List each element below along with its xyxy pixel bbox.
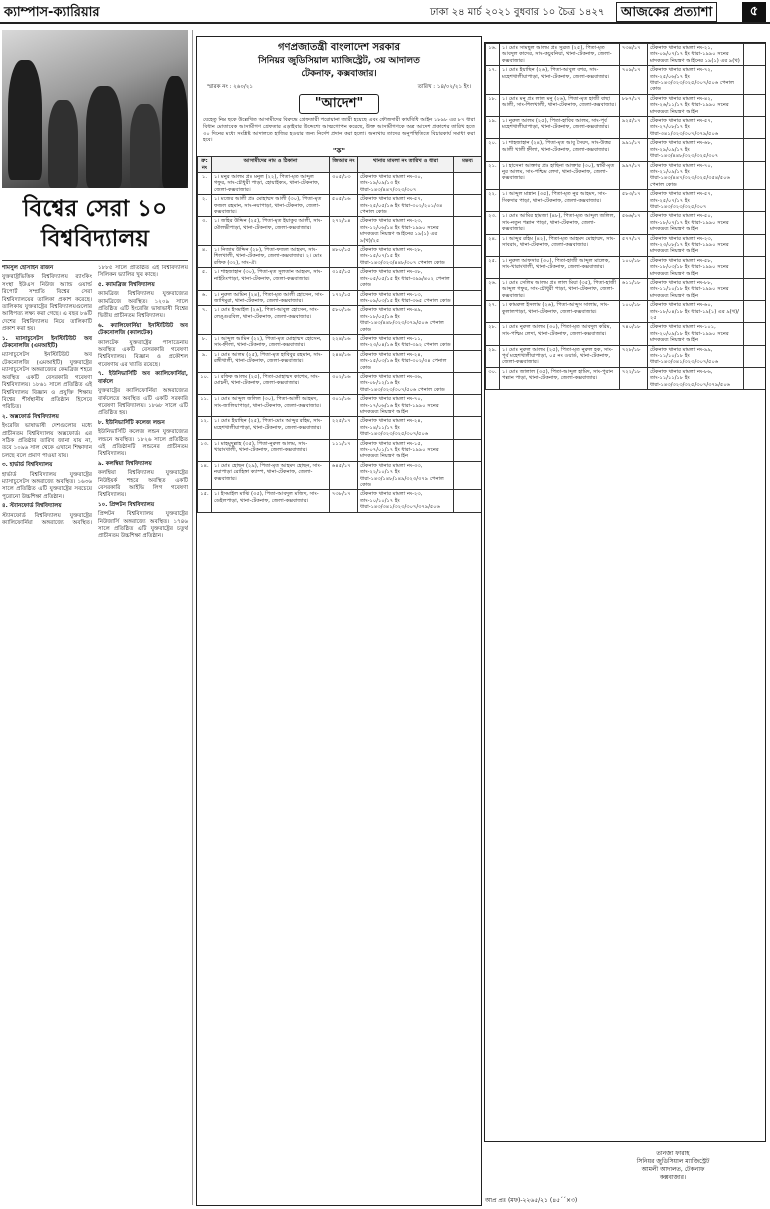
cell-name: ১। আব্দুল মান্নান (৩৫), পিতা-মৃত নুর আহমদ, সাং-সিকদার পাড়া, থানা-টেকনাফ, জেলা-কক্সবাজার। [500,190,620,212]
cell-case: টেকনাফ থানার মামলা নং-৫৭, তাং-২৫/০৭/১৭ ইং ধারা-১৪৩/৩২৩/৩২৫/৩০৭ [648,190,744,212]
cell-name: ১। মনুর আলম প্রঃ মনুল (২২), পিতা-মৃত আব্দুল গফুর, সাং-চৌধুরী পাড়া, হোয়াইক্যং, থানা-টেকনাফ, জেলা-কক্সবাজার। [212,173,330,195]
cell-gr: ৩০২/১৬ [330,372,358,394]
cell-name: ১। আব্দুল আমিন (২২), পিতা-মৃত মোহাম্মদ হোসেন, সাং-হ্নীলা, থানা-টেকনাফ, জেলা-কক্সবাজার। [212,334,330,350]
cell-note [454,490,482,512]
cell-gr: ২৭২/১৪ [330,217,358,246]
cell-gr: ৬৪৫/১৭ [330,461,358,490]
page-header [0,0,770,24]
cell-case: টেকনাফ থানার মামলা নং-৪২, তাং-২৬/১১/১৭ ইং ধারা-১৯৯০ সনের মাদকদ্রব্য নিয়ন্ত্রণ আইন [648,94,744,116]
cell-no: ৯. [198,350,212,372]
col-header-name: আসামীদের নাম ও ঠিকানা [212,157,330,173]
cell-no: ৫. [198,268,212,290]
cell-gr: ৭৩৪/১৭ [620,44,648,66]
cell-case: টেকনাফ থানার মামলা নং-১৫, তাং-০৭/০১/১৭ ইং ধারা-১৯৯০ সনের মাদকদ্রব্য নিয়ন্ত্রণ আইন [358,439,454,461]
cell-note [744,44,766,66]
cell-no: ২৯. [486,345,500,367]
accused-table-right [485,43,766,390]
subheading: ৫. ক্যামব্রিজ বিশ্ববিদ্যালয় [98,281,155,288]
paragraph: স্ট্যানফোর্ড বিশ্ববিদ্যালয় যুক্তরাষ্ট্রের ক্যালিফোর্নিয়া অঙ্গরাজ্যে অবস্থিত। ১৮৮৫ সালে প্রতিষ্ঠিত এই বিশ্ববিদ্যালয় সিলিকন ভ্যালির খুব কাছে। [2,265,188,526]
cell-no: ১১. [198,395,212,417]
cell-gr: ৩০৫/১৩ [330,173,358,195]
cell-no: ৬. [198,290,212,306]
cell-name: ১। মোঃ নুরুল আলম (৩০), পিতা-মৃত আবদুল করিম, সাং-পশ্চিম লেদা, থানা-টেকনাফ, জেলা-কক্সবাজার। [500,323,620,345]
cell-name: ১। কামরুল ইসলাম (২৬), পিতা-আব্দুস সালাম, সাং-কুলালপাড়া, থানা-টেকনাফ, জেলা-কক্সবাজার। [500,301,620,323]
cell-gr: ৯৯৭/১৭ [620,161,648,190]
table-row [486,345,766,367]
cell-name: ১। মোঃ ইয়াছিন (২৬), পিতা-আবুল বশর, সাং-মহেশখালীয়াপাড়া, থানা-টেকনাফ, জেলা-কক্সবাজার। [500,66,620,95]
cell-no: ১৪. [198,461,212,490]
cell-case: টেকনাফ থানার মামলা নং-৭০, তাং-১৭/০৬/১৬ ইং ধারা-১৯৯০ সনের মাদকদ্রব্য নিয়ন্ত্রণ আইন [358,395,454,417]
cell-no: ১২. [198,417,212,439]
table-row [198,268,482,290]
table-row [198,490,482,512]
cell-note [454,417,482,439]
paragraph: যুক্তরাষ্ট্রের ক্যালিফোর্নিয়া অঙ্গরাজ্যের বার্কলেতে অবস্থিত এটি একটি সরকারি গবেষণা বিশ্ববিদ্যালয়। ১৮৬৮ সালে এটি প্রতিষ্ঠিত হয়। [98,388,188,417]
cell-name: ১। মোঃ সামছুল আলম প্রঃ সুব্রত (২৫), পিতা-মৃত আবদুল কাদের, সাং-কচুবনিয়া, থানা-টেকনাফ, জেলা-কক্সবাজার। [500,44,620,66]
feature-column [2,30,188,1205]
cell-name: ১। জহির উদ্দিন (২৫), পিতা-মৃত ইয়াকুব আলী, সাং-মৌলভীপাড়া, থানা-টেকনাফ, জেলা-কক্সবাজার। [212,217,330,246]
cell-name: ১। মোঃ আব্দুল জলিল (৩০), পিতা-আলী আহমদ, সাং-জালিয়াপাড়া, থানা-টেকনাফ, জেলা-কক্সবাজার। [212,395,330,417]
cell-case: টেকনাফ থানার মামলা নং-২৩, তাং-১০/১০/১৭ ইং ধারা-১৪৩/৩৪১/৩২৩/৩০৭/৩৭৯/৫০৬ [358,490,454,512]
cell-no: ২১. [486,161,500,190]
cell-name: ১। শাহজাহান (২৪), পিতা-মৃত আবু সৈয়দ, সাং-উত্তর আলী খালী হ্নীলা, থানা-টেকনাফ, জেলা-কক্সবাজার। [500,139,620,161]
cell-name: ১। নুরুল আফসার (৩০), পিতা-হাজী আব্দুল মালেক, সাং-খারাংখালী, থানা-টেকনাফ, জেলা-কক্সবাজার। [500,256,620,278]
cell-no: ১৫. [198,490,212,512]
cell-gr: ৭২৮/১৮ [620,345,648,367]
memo-row [197,81,481,92]
subheading: ৩. হার্ভার্ড বিশ্ববিদ্যালয় [2,462,53,469]
cell-note [454,395,482,417]
cell-gr: ৭২২/১৮ [620,367,648,389]
students-photo [2,30,188,188]
byline: শামসুল হোসাইন রাজন [2,265,54,271]
cell-note [454,290,482,306]
cell-note [744,234,766,256]
subheading: ১. ম্যাসাচুসেটস ইনস্টিটিউট অব টেকনোলজি (এমআইটি) [2,335,92,350]
cell-note [744,117,766,139]
table-row [486,279,766,301]
cell-no: ২৭. [486,301,500,323]
cell-note [454,439,482,461]
cell-no: ২. [198,195,212,217]
cell-note [744,94,766,116]
cell-gr: ২২৫/১৭ [330,417,358,439]
col-header-gr: জিআর নং [330,157,358,173]
cell-name: ১। মোঃ হোছন (২৯), পিতা-মৃত আহমদ হোছন, সাং-নয়াপাড়া রোহিঙ্গা ক্যাম্প, থানা-টেকনাফ, জেলা-কক্সবাজার। [212,461,330,490]
cell-case: টেকনাফ থানার মামলা নং-১১, তাং-২৩/০৪/১৬ ইং ধারা-৩৯২ পেনাল কোড [358,334,454,350]
cell-no: ২২. [486,190,500,212]
cell-case: টেকনাফ থানার মামলা নং-৭০, তাং-২১/০৯/১৭ ইং ধারা-১৪৩/৪৪৭/৩২৩/৩২৫/৩৫৪/৫০৬ পেনাল কোড [648,161,744,190]
cell-note [744,301,766,323]
table-row [198,246,482,268]
cell-no: ১৬. [486,44,500,66]
cell-note [744,190,766,212]
cell-gr: ৩১৫/১৫ [330,268,358,290]
notice-heading [197,37,481,81]
cell-note [744,323,766,345]
table-row [486,301,766,323]
cell-no: ৪. [198,246,212,268]
cell-gr: ৪৮০/১৫ [330,246,358,268]
signatory-name: তানজা ফারাহ [656,1150,690,1157]
table-row [486,94,766,116]
cell-gr: ৭৩৮/১৭ [330,490,358,512]
subheading: ৮. ইউনিভার্সিটি কলেজ লন্ডন [98,419,165,426]
subheading: ৪. স্ট্যানফোর্ড বিশ্ববিদ্যালয় [2,503,62,510]
cell-gr: ১০০/১৮ [620,256,648,278]
government-title: গণপ্রজাতন্ত্রী বাংলাদেশ সরকার [278,42,400,53]
table-row [198,372,482,394]
cell-name: ১। মোঃ জালাল (৩৫), পিতা-আব্দুল হামিদ, সাং-পুরান পল্লান পাড়া, থানা-টেকনাফ, জেলা-কক্সবাজার। [500,367,620,389]
table-row [486,234,766,256]
cell-case: টেকনাফ থানার মামলা নং-৫৭, তাং-২৭/০৮/১৭ ইং ধারা-৩৪১/৩২৩/৩০৭/৩৭৯/৫০৬ [648,117,744,139]
cell-gr: ৩০১/১৬ [330,395,358,417]
cell-no: ২৮. [486,323,500,345]
cell-name: ১। মোঃ ইসমাইল (২৬), পিতা-আবুল হোসেন, সাং-লেঙ্গুরবিল, থানা-টেকনাফ, জেলা-কক্সবাজার। [212,306,330,335]
cell-gr: ৭৪০/১৮ [620,323,648,345]
cell-no: ২৩. [486,212,500,234]
accused-table-continued [484,42,766,1142]
cell-case: টেকনাফ থানার মামলা নং-২৩, তাং-১২/০৬/১৪ ইং ধারা-১৯৯০ সনের মাদকদ্রব্য নিয়ন্ত্রণ আইনের ১৯(১) এর ৯(খ)/২৫ [358,217,454,246]
cell-gr: ৫৭৭/১৭ [620,234,648,256]
cell-note [454,217,482,246]
cell-no: ১০. [198,372,212,394]
cell-name: ১। মোঃ ইয়াছিন (২৫), পিতা-মোঃ আব্দুর রহিম, সাং-মহেশখালীয়াপাড়া, থানা-টেকনাফ, জেলা-কক্সবাজার। [212,417,330,439]
paragraph: প্রিন্সটন বিশ্ববিদ্যালয় যুক্তরাষ্ট্রের নিউজার্সি অঙ্গরাজ্যে অবস্থিত। ১৭৪৬ সালে প্রতিষ্ঠিত এটি যুক্তরাষ্ট্রের চতুর্থ প্রাচীনতম উচ্চশিক্ষা প্রতিষ্ঠান। [98,511,188,540]
memo-number: স্মারক নং : ২৬০/২১ [207,84,253,90]
col-header-case: থানার মামলা নং তারিখ ও ধারা [358,157,454,173]
cell-note [744,66,766,95]
cell-name: ১। হাসেনা আক্তার প্রঃ হাছিনা আক্তার (৩০), স্বামী-মৃত নুর আলম, সাং-পশ্চিম লেদা, থানা-টেকনাফ, জেলা-কক্সবাজার। [500,161,620,190]
cell-case: টেকনাফ থানার মামলা নং-৪৯, তাং-১৮/০৫/১৬ ইং ধারা-১৪৩/৪৪৮/৩২৩/৩৭৯/৫০৬ পেনাল কোড [358,306,454,335]
table-row [486,190,766,212]
cell-gr: ৫৮০/১৬ [330,306,358,335]
paragraph: ক্যালটেক যুক্তরাষ্ট্রের পাসাডেনায় অবস্থিত একটি বেসরকারি গবেষণা বিশ্ববিদ্যালয়। বিজ্ঞান ও প্রকৌশল গবেষণায় এর খ্যাতি রয়েছে। [98,339,188,368]
cell-no: ১. [198,173,212,195]
table-row [486,256,766,278]
cell-note [744,212,766,234]
table-row [486,117,766,139]
cell-name: ১। নুরুল আমিন (২৪), পিতা-মৃত আলী হোসেন, সাং-জাদিমুরা, থানা-টেকনাফ, জেলা-কক্সবাজার। [212,290,330,306]
cell-no: ২৬. [486,279,500,301]
cell-gr: ৫৬৬/১৭ [620,212,648,234]
cell-name: ১। মোঃ আমির হামজা (৪৮), পিতা-মৃত আব্দুল জলিল, সাং-নতুন পল্লান পাড়া, থানা-টেকনাফ, জেলা-কক্সবাজার। [500,212,620,234]
cell-case: টেকনাফ থানার মামলা নং-১৩, তাং-০৯/০৩/১৫ ইং ধারা-৩৬৫ পেনাল কোড [358,290,454,306]
cell-case: টেকনাফ থানার মামলা নং-৩৮, তাং-০৫/০৫/১৫ ইং ধারা-৩৯৯/৪০২ পেনাল কোড [358,268,454,290]
cell-gr: ২২৪/১৬ [330,334,358,350]
cell-case: টেকনাফ থানার মামলা নং-২৩, তাং-২৩/০৮/১৭ ইং ধারা-১৯৯০ সনের মাদকদ্রব্য নিয়ন্ত্রণ আইন [648,234,744,256]
table-row [198,334,482,350]
cell-case: টেকনাফ থানার মামলা নং-৮৮, তাং-১১/১০/১৮ ইং ধারা-১৯৯০ সনের মাদকদ্রব্য নিয়ন্ত্রণ আইন [648,279,744,301]
cell-name: ১। মজের আলী প্রঃ মোহাম্মদ আলী (৩০), পিতা-মৃত ফজল রহমান, সাং-নয়াপাড়া, থানা-টেকনাফ, জেলা-কক্সবাজার। [212,195,330,217]
accused-table-body [198,173,482,513]
accused-table [197,156,482,513]
cell-note [454,334,482,350]
cell-name: ১। ইসমাইল মাঝি (৩৫), পিতা-আবদুল মজিদ, সাং-ডেইলপাড়া, থানা-টেকনাফ, জেলা-কক্সবাজার। [212,490,330,512]
paragraph: ম্যাসাচুসেটস ইনস্টিটিউট অব টেকনোলজি (এমআইটি) যুক্তরাষ্ট্রের ম্যাসাচুসেটস অঙ্গরাজ্যের কেমব্রিজ শহরে অবস্থিত একটি বেসরকারি গবেষণা বিশ্ববিদ্যালয়। ১৮৬১ সালে প্রতিষ্ঠিত এই বিশ্ববিদ্যালয় বিজ্ঞান ও প্রযুক্তি শিক্ষায় বিশ্বের শীর্ষস্থানীয় প্রতিষ্ঠান হিসেবে পরিচিত। [2,352,92,411]
cell-note [454,372,482,394]
table-row [486,367,766,389]
cell-case: টেকনাফ থানার মামলা নং-৫৮, তাং-১৮/০৩/১৮ ইং ধারা-১৯৯০ সনের মাদকদ্রব্য নিয়ন্ত্রণ আইন [648,256,744,278]
subheading: ১০. প্রিন্সটন বিশ্ববিদ্যালয় [98,501,155,508]
cell-case: টেকনাফ থানার মামলা নং-২৪, তাং-১৫/০৩/১৬ ইং ধারা-৩০২/৩৪ পেনাল কোড [358,350,454,372]
cell-name: ১। মোঃ সেলিম আলম প্রঃ লাল মিয়া (৩৫), পিতা-হাজী আব্দুল গফুর, সাং-চৌধুরী পাড়া, থানা-টেকনাফ, জেলা-কক্সবাজার। [500,279,620,301]
cell-no: ২০. [486,139,500,161]
cell-note [744,345,766,367]
paragraph: কলম্বিয়া বিশ্ববিদ্যালয় যুক্তরাষ্ট্রের নিউইয়র্ক শহরে অবস্থিত একটি বেসরকারি আইভি লিগ গবেষণা বিশ্ববিদ্যালয়। [98,470,188,499]
col-header-note: মন্তব্য [454,157,482,173]
cell-name: ১। নুরুল আলম (২৫), পিতা-হাবিব আলম, সাং-পূর্ব মহেশখালীয়াপাড়া, থানা-টেকনাফ, জেলা-কক্সবাজার। [500,117,620,139]
cell-name: ১। মোঃ নুরুল আলম (২৫), পিতা-মৃত নুরুল হক, সাং-পূর্ব মহেশখালীয়াপাড়া, ০৫ নং ওয়ার্ড, থানা-টেকনাফ, জেলা-কক্সবাজার। [500,345,620,367]
table-row [198,439,482,461]
table-row [486,139,766,161]
cell-case: টেকনাফ থানার মামলা নং-৬৮, তাং-২৯/০৯/১৭ ইং ধারা-১৪৩/৪৪৮/৩২৩/৩২৫/৩০৭ [648,139,744,161]
paragraph: যুক্তরাষ্ট্রভিত্তিক বিশ্ববিদ্যালয় র‍্যাংকিং সংস্থা ইউএস নিউজ অ্যান্ড ওয়ার্ল্ড রিপোর্ট সম্প্রতি বিশ্বের সেরা বিশ্ববিদ্যালয়ের তালিকা প্রকাশ করেছে। তালিকায় যুক্তরাষ্ট্রের বিশ্ববিদ্যালয়গুলোর আধিপত্য লক্ষ্য করা গেছে। এ বছর ৮৬টি দেশের বিশ্ববিদ্যালয় নিয়ে তালিকাটি প্রকাশ করা হয়। [2,274,92,333]
court-notice [196,36,482,1206]
cell-gr: ৮৮৭/১৭ [620,94,648,116]
cell-case: টেকনাফ থানার মামলা নং-৫০, তাং-১৮/০৭/১৭ ইং ধারা-১৯৯০ সনের মাদকদ্রব্য নিয়ন্ত্রণ আইন [648,212,744,234]
signatory-place: কক্সবাজার। [659,1174,687,1181]
cell-no: ৩. [198,217,212,246]
cell-no: ১৩. [198,439,212,461]
memo-date: তারিখ : ১৪/০২/২১ ইং। [417,84,471,90]
cell-note [744,161,766,190]
table-row [198,395,482,417]
cell-case: টেকনাফ থানার মামলা নং-৩৩, তাং-২২/১০/১৭ ইং ধারা-১৪৩/১৪৮/১৪৯/৩২৩/৩৭৯ পেনাল কোড [358,461,454,490]
cell-no: ২৫. [486,256,500,278]
table-row [198,417,482,439]
subheading: ২. অক্সফোর্ড বিশ্ববিদ্যালয় [2,413,59,420]
feature-headline: বিশ্বের সেরা ১০ বিশ্ববিদ্যালয় [2,194,188,261]
cell-gr: ৫০৫/১৬ [330,195,358,217]
cell-name: ১। রফিক আলম (২৫), পিতা-মোহাম্মদ কাশেম, সাং-মোচনী, থানা-টেকনাফ, জেলা-কক্সবাজার। [212,372,330,394]
cell-name: ১। মোঃ আলম (২৫), পিতা-মৃত হাবিবুর রহমান, সাং-রঙ্গীখালী, থানা-টেকনাফ, জেলা-কক্সবাজার। [212,350,330,372]
table-row [198,461,482,490]
cell-note [454,350,482,372]
cell-name: ১। মোঃ মনু প্রঃ লাল মনু (২৬), পিতা-মৃত হাজী বাছা আলী, সাং-শিলখালী, থানা-টেকনাফ, জেলা-কক্সবাজার। [500,94,620,116]
column-divider [192,30,193,1205]
table-row [486,66,766,95]
table-row [198,350,482,372]
cell-case: টেকনাফ থানার মামলা নং-২৮, তাং-১৫/০৭/১৫ ইং ধারা-১৪৩/৩২৩/৪৪৮/৩০৭ পেনাল কোড [358,246,454,268]
court-name: সিনিয়র জুডিসিয়াল ম্যাজিস্ট্রেট, ৩য় আদালত [258,56,420,66]
cell-case: টেকনাফ থানার মামলা নং-৯৯, তাং-১১/১০/১৮ ইং ধারা-১৪৩/৩৪১/৩২৩/৩০৭/৫০৬ [648,345,744,367]
cell-gr: ১৭২/১৫ [330,290,358,306]
cell-name: ১। শাহজাহান (৩০), পিতা-মৃত সুলতান আহমদ, সাং-নাইট্যংপাড়া, থানা-টেকনাফ, জেলা-কক্সবাজার। [212,268,330,290]
table-row [486,44,766,66]
cell-name: ১। মাহমুদুল্লাহ (৩৫), পিতা-নুরুল আলম, সাং-খারাংখালী, থানা-টেকনাফ, জেলা-কক্সবাজার। [212,439,330,461]
cell-note [454,246,482,268]
feature-article [2,265,188,1205]
table-row [486,212,766,234]
cell-case: টেকনাফ থানার মামলা নং-৩০, তাং-১৯/০৯/১৩ ইং ধারা-১৪৩/৪৪৭/৩২৩/৩০৭ [358,173,454,195]
table-row [198,217,482,246]
cell-gr: ৫৮৩/১৭ [620,190,648,212]
subheading: ৯. কলম্বিয়া বিশ্ববিদ্যালয় [98,460,152,467]
cell-case: টেকনাফ থানার মামলা নং-২১, তাং-০৯/০৭/১৭ ইং ধারা-১৯৯০ সনের মাদকদ্রব্য নিয়ন্ত্রণ আইনের ১৯(১) এর ৯(খ) [648,44,744,66]
table-row [486,323,766,345]
table-header-row [198,157,482,173]
cell-no: ১৭. [486,66,500,95]
cell-case: টেকনাফ থানার মামলা নং-৮৬, তাং-১১/১১/১৮ ইং ধারা-১৪৩/৩২৩/৩২৫/৩০৭/৩৭৯/৫০৬ [648,367,744,389]
cell-no: ১৮. [486,94,500,116]
cell-note [744,139,766,161]
cell-note [454,306,482,335]
cell-gr: ১১১/১৭ [330,439,358,461]
cell-no: ৮. [198,334,212,350]
cell-gr: ১০০/১৮ [620,301,648,323]
page-number: ৫ [742,2,766,22]
signature-block [580,1150,766,1182]
section-name: ক্যাম্পাস-ক্যারিয়ার [4,5,100,20]
cell-note [744,367,766,389]
accused-table-right-body [486,44,766,390]
cell-note [454,461,482,490]
cell-no: ৩০. [486,367,500,389]
table-row [198,306,482,335]
court-location: টেকনাফ, কক্সবাজার। [301,69,377,79]
cell-note [744,279,766,301]
newspaper-logo: আজকের প্রত্যাশা [616,2,717,22]
cell-note [454,195,482,217]
cell-gr: ৯২৫/১৭ [620,117,648,139]
schedule-mark: "ক" [332,147,346,156]
cell-name: ১। আব্দুর রহিম (৪২), পিতা-মৃত আহমদ মোহাম্মদ, সাং-সাবরাং, থানা-টেকনাফ, জেলা-কক্সবাজার। [500,234,620,256]
date-line: ঢাকা ২৪ মার্চ ২০২১ বুধবার ১০ চৈত্র ১৪২৭ [430,7,605,18]
cell-case: টেকনাফ থানার মামলা নং-৩৬, তাং-০৮/১২/১৬ ইং ধারা-১৪৩/৩২৩/৩০৭/৫০৬ পেনাল কোড [358,372,454,394]
cell-no: ৭. [198,306,212,335]
cell-no: ১৯. [486,117,500,139]
col-header-serial: ক্র: নং [198,157,212,173]
signatory-title: সিনিয়র জুডিসিয়াল ম্যাজিস্ট্রেট [636,1158,710,1165]
cell-name: ১। নিজাম উদ্দিন (২৮), পিতা-ফজল আহমদ, সাং-শিলখালী, থানা-টেকনাফ, জেলা-কক্সবাজার। ২। মোঃ রফিক (৩২), সাং-ঐ। [212,246,330,268]
subheading: ৬. ক্যালিফোর্নিয়া ইনস্টিটিউট অব টেকনোলজি (ক্যালটেক) [98,322,188,337]
cell-no: ২৪. [486,234,500,256]
cell-gr: ৭০৯/১৭ [620,66,648,95]
cell-case: টেকনাফ থানার মামলা নং-১০১, তাং-২০/০৯/১৮ ইং ধারা-১৯৯০ সনের মাদকদ্রব্য নিয়ন্ত্রণ আইন [648,323,744,345]
table-row [198,195,482,217]
cell-case: টেকনাফ থানার মামলা নং-৫৭, তাং-২৫/০৫/১৬ ইং ধারা-৩০২/২০১/৩৪ পেনাল কোড [358,195,454,217]
cell-note [454,173,482,195]
table-row [198,290,482,306]
signatory-court: আমলী আদালত, টেকনাফ [641,1166,705,1173]
cell-case: টেকনাফ থানার মামলা নং-৭২, তাং-২৫/০৬/১৭ ইং ধারা-১৪৩/৩২৩/৩২৫/৩০৭/৫০৬ পেনাল কোড [648,66,744,95]
cell-case: টেকনাফ থানার মামলা নং-৬০, তাং-১৮/০৪/১৮ ইং ধারা-১৯(১) এর ৯(খ)/২৫ [648,301,744,323]
table-row [198,173,482,195]
cell-gr: ৯৯১/১৭ [620,139,648,161]
table-row [486,161,766,190]
cell-case: টেকনাফ থানার মামলা নং-২৪, তাং-১৪/১১/১৭ ইং ধারা-১৪৩/৩২৩/৩২৫/৩০৭/৫০৬ [358,417,454,439]
ad-code: আপ্র প্রঃ (মফ)-২২৬৫/২১ (৪৫´´×৩) [485,1197,578,1204]
cell-gr: ২৪৪/১৬ [330,350,358,372]
cell-note [454,268,482,290]
paragraph: ক্যামব্রিজ বিশ্ববিদ্যালয় যুক্তরাজ্যের ক্যামব্রিজে অবস্থিত। ১২০৯ সালে প্রতিষ্ঠিত এটি ইংরেজি ভাষাভাষী বিশ্বের দ্বিতীয় প্রাচীনতম বিশ্ববিদ্যালয়। [98,291,188,320]
paragraph: হার্ভার্ড বিশ্ববিদ্যালয় যুক্তরাষ্ট্রের ম্যাসাচুসেটস অঙ্গরাজ্যে অবস্থিত। ১৬৩৬ সালে প্রতিষ্ঠিত এটি যুক্তরাষ্ট্রের সবচেয়ে পুরোনো উচ্চশিক্ষা প্রতিষ্ঠান। [2,471,92,500]
paragraph: ইংরেজি ভাষাভাষী দেশগুলোর মধ্যে প্রাচীনতম বিশ্ববিদ্যালয় অক্সফোর্ড। এর সঠিক প্রতিষ্ঠার তারিখ জানা যায় না, তবে ১০৯৬ সাল থেকে এখানে শিক্ষাদান চলছে বলে প্রমাণ পাওয়া যায়। [2,423,92,459]
cell-gr: ৬১১/১৮ [620,279,648,301]
paragraph: ইউনিভার্সিটি কলেজ লন্ডন যুক্তরাজ্যের লন্ডনে অবস্থিত। ১৮২৬ সালে প্রতিষ্ঠিত এই প্রতিষ্ঠানটি লন্ডনের প্রাচীনতম বিশ্ববিদ্যালয়। [98,429,188,458]
order-title: "আদেশ" [299,94,379,114]
order-intro: যেহেতু নিম্ন ছকে উল্লেখিত আসামীদের বিরুদ্ধে গ্রেফতারী পরোয়ানা জারী হয়েছে এবং ফৌজদারী কার্যবিধি আইন ১৮৯৮ এর ৮৭ ধারা বিধান মোতাবেক আসামীগণ গ্রেফতার এড়াইবার উদ্দেশ্যে আত্মগোপন করেছে, উক্ত আসামীগণকে অত্র আদেশ প্রকাশের তারিখ হতে ৩০ দিনের মধ্যে সংশ্লিষ্ট আদালতে হাজির হওয়ার জন্য নির্দেশ প্রদান করা হলো। অন্যথায় তাদের অনুপস্থিতিতে বিচারকার্য সমাধা করা হবে। [203,117,475,144]
cell-note [744,256,766,278]
subheading: ৭. ইউনিভার্সিটি অব ক্যালিফোর্নিয়া, বার্কলে [98,371,188,385]
